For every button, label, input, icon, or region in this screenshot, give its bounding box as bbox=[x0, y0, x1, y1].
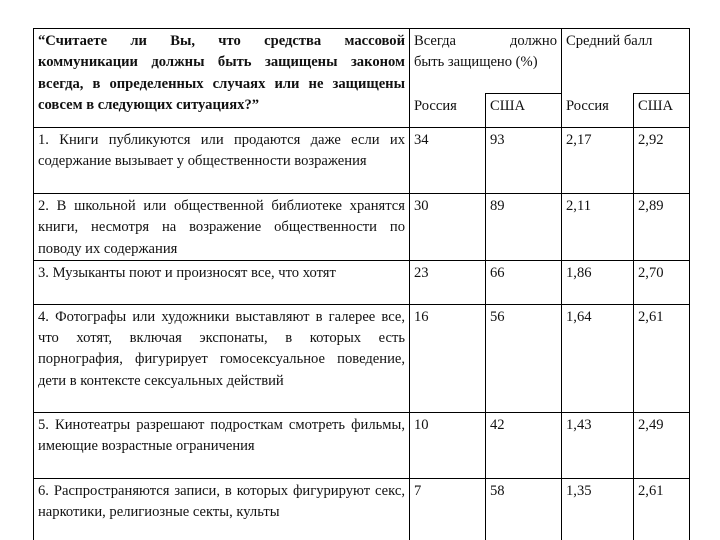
avg-usa: 2,49 bbox=[634, 412, 690, 478]
table-row bbox=[34, 412, 690, 478]
avg-usa: 2,89 bbox=[634, 194, 690, 261]
pct-usa: 56 bbox=[486, 304, 562, 412]
subheader-usa-avg: США bbox=[634, 94, 690, 128]
avg-russia: 1,64 bbox=[562, 304, 634, 412]
header-row bbox=[34, 29, 690, 94]
pct-usa: 93 bbox=[486, 128, 562, 194]
situation-text: 3. Музыканты поют и произносят все, что хотят bbox=[34, 260, 410, 304]
pct-russia: 10 bbox=[410, 412, 486, 478]
pct-usa: 66 bbox=[486, 260, 562, 304]
survey-table bbox=[33, 28, 690, 540]
always-protected-rest: быть защищено (%) bbox=[414, 54, 538, 71]
situation-text: 6. Распространяются записи, в которых фигурируют секс, наркотики, религиозные секты, культы bbox=[34, 478, 410, 540]
avg-usa: 2,70 bbox=[634, 260, 690, 304]
avg-usa: 2,61 bbox=[634, 478, 690, 540]
pct-russia: 34 bbox=[410, 128, 486, 194]
pct-russia: 16 bbox=[410, 304, 486, 412]
pct-russia: 7 bbox=[410, 478, 486, 540]
pct-usa: 89 bbox=[486, 194, 562, 261]
avg-russia: 1,43 bbox=[562, 412, 634, 478]
avg-russia: 2,11 bbox=[562, 194, 634, 261]
pct-usa: 58 bbox=[486, 478, 562, 540]
situation-text: 4. Фотографы или художники выставляют в галерее все, что хотят, включая экспонаты, в которых есть порнография, фигурирует гомосексуальное поведение, дети в контексте сексуальных действий bbox=[34, 304, 410, 412]
subheader-russia-pct: Россия bbox=[410, 94, 486, 128]
always-protected-word1: Всегда bbox=[414, 33, 457, 49]
pct-russia: 30 bbox=[410, 194, 486, 261]
avg-russia: 1,86 bbox=[562, 260, 634, 304]
average-score-header: Средний балл bbox=[562, 29, 690, 94]
situation-text: 2. В школьной или общественной библиотеке хранятся книги, несмотря на возражение общественности по поводу их содержания bbox=[34, 194, 410, 261]
subheader-usa-pct: США bbox=[486, 94, 562, 128]
table-row bbox=[34, 478, 690, 540]
pct-russia: 23 bbox=[410, 260, 486, 304]
pct-usa: 42 bbox=[486, 412, 562, 478]
table-row bbox=[34, 304, 690, 412]
situation-text: 1. Книги публикуются или продаются даже если их содержание вызывает у общественности возражения bbox=[34, 128, 410, 194]
subheader-russia-avg: Россия bbox=[562, 94, 634, 128]
avg-russia: 2,17 bbox=[562, 128, 634, 194]
situation-text: 5. Кинотеатры разрешают подросткам смотреть фильмы, имеющие возрастные ограничения bbox=[34, 412, 410, 478]
avg-usa: 2,92 bbox=[634, 128, 690, 194]
table-row bbox=[34, 128, 690, 194]
always-protected-header bbox=[410, 29, 562, 94]
table-row bbox=[34, 194, 690, 261]
avg-russia: 1,35 bbox=[562, 478, 634, 540]
question-header: “Считаете ли Вы, что средства массовой коммуникации должны быть защищены законом всегда, в определенных случаях или не защищены совсем в следующих ситуациях?” bbox=[34, 29, 410, 128]
table-row bbox=[34, 260, 690, 304]
always-protected-word2: должно bbox=[509, 33, 557, 49]
avg-usa: 2,61 bbox=[634, 304, 690, 412]
